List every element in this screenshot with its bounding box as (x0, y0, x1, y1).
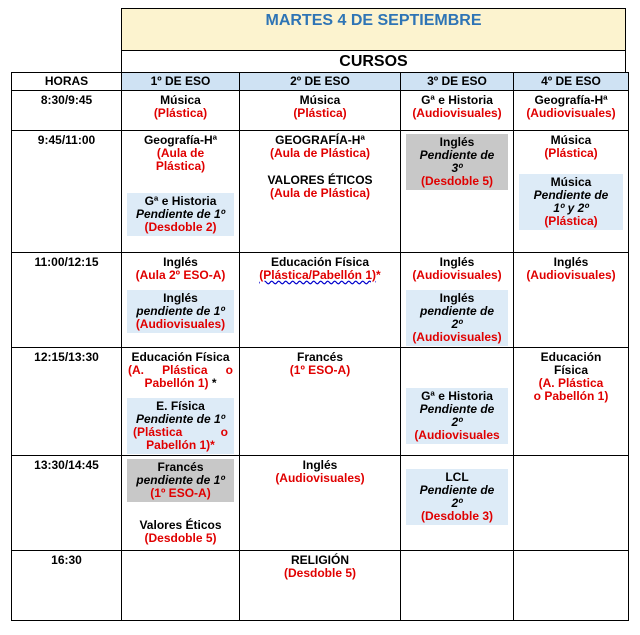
room: (Aula de Plástica) (269, 186, 371, 200)
room: (Aula de Plástica) (269, 146, 371, 160)
subject: Inglés (553, 255, 589, 269)
cell-3eso (401, 253, 514, 348)
cell-1eso (122, 348, 240, 456)
room: (Audiovisuales) (275, 471, 365, 485)
subject: Geografía-Hª (534, 93, 608, 107)
room: (Audiovisuales) (135, 317, 226, 331)
room-part: (A. (128, 363, 144, 377)
header-horas: HORAS (12, 73, 122, 91)
hour-cell: 16:30 (12, 551, 122, 621)
pending-label: pendiente de (419, 304, 494, 318)
subject: Francés (296, 350, 344, 364)
header-1-eso: 1º DE ESO (122, 73, 240, 91)
cursos-heading: CURSOS (121, 51, 626, 73)
room: (1º ESO-A) (150, 486, 211, 500)
table-row (12, 551, 629, 621)
pending-label: Pendiente de (419, 483, 495, 497)
page-title: MARTES 4 DE SEPTIEMBRE (121, 8, 626, 51)
subject: Valores Éticos (139, 518, 222, 532)
hour-cell: 8:30/9:45 (12, 91, 122, 131)
subject: Francés (157, 460, 204, 474)
room-part: Plástica (162, 363, 208, 377)
subject: Inglés (439, 255, 475, 269)
room: o Pabellón 1) (533, 389, 609, 403)
pending-label: 1º y 2º (553, 201, 589, 215)
header-row (12, 73, 629, 91)
subject: Educación (540, 350, 602, 364)
table-row (12, 456, 629, 551)
room: (Audiovisuales) (412, 268, 502, 282)
pending-box (406, 290, 508, 346)
pending-label: pendiente de 1º (136, 473, 225, 487)
cell-3eso (401, 91, 514, 131)
pending-label: 2º (451, 496, 463, 510)
hour-cell: 13:30/14:45 (12, 456, 122, 551)
pending-box (406, 134, 508, 190)
header-3-eso: 3º DE ESO (401, 73, 514, 91)
subject: RELIGIÓN (290, 553, 349, 567)
subject: Inglés (302, 458, 338, 472)
table-row (12, 131, 629, 253)
pending-box (127, 290, 234, 333)
pending-label: Pendiente de (533, 188, 609, 202)
cell-1eso (122, 253, 240, 348)
room: (Aula de (156, 146, 205, 160)
pending-label: 2º (451, 415, 463, 429)
cell-1eso (122, 91, 240, 131)
room (122, 377, 239, 390)
room: (Plástica) (153, 106, 208, 120)
pending-label: 2º (451, 317, 463, 331)
room: Plástica) (155, 159, 206, 173)
subject: E. Física (156, 399, 205, 413)
cell-4eso (514, 91, 629, 131)
cell-4eso (514, 253, 629, 348)
subject: Música (160, 93, 201, 107)
pending-label: Pendiente de (419, 148, 495, 162)
pending-box (406, 388, 508, 444)
room-text: Pabellón 1) (146, 438, 211, 452)
subject: VALORES ÉTICOS (267, 173, 373, 187)
subject: Música (550, 175, 592, 189)
schedule-table (11, 72, 629, 621)
cell-2eso (240, 253, 401, 348)
subject: Inglés (163, 291, 198, 305)
cell-3eso (401, 131, 514, 253)
subject: Música (550, 133, 592, 147)
room: (Audiovisuales) (526, 268, 616, 282)
room: (Desdoble 5) (144, 531, 217, 545)
room: (Audiovisuales) (412, 330, 502, 344)
table-row (12, 91, 629, 131)
subject: Inglés (439, 291, 475, 305)
cell-4eso (514, 131, 629, 253)
asterisk: * (210, 438, 215, 452)
subject: GEOGRAFÍA-Hª (275, 133, 365, 147)
hour-cell: 11:00/12:15 (12, 253, 122, 348)
room: (Desdoble 3) (420, 509, 493, 523)
room: (Desdoble 2) (144, 220, 217, 234)
pending-box (127, 398, 234, 454)
room-text: Pabellón 1) (144, 376, 209, 390)
cell-1eso (122, 456, 240, 551)
pending-label: Pendiente de 1º (135, 207, 226, 221)
cell-4eso (514, 551, 629, 621)
room: (Desdoble 5) (420, 174, 493, 188)
subject: Física (553, 363, 589, 377)
room: (Aula 2º ESO-A) (135, 268, 226, 282)
cell-3eso (401, 456, 514, 551)
pending-box (406, 469, 508, 525)
cell-2eso (240, 456, 401, 551)
subject: Educación Física (270, 255, 370, 269)
hour-cell: 12:15/13:30 (12, 348, 122, 456)
room-text: (Plástica/Pabellón 1) (259, 268, 377, 282)
subject: Gª e Historia (421, 389, 493, 403)
pending-box (519, 174, 623, 230)
pending-label: 3º (451, 161, 463, 175)
subject: Inglés (163, 255, 198, 269)
room-part: o (220, 425, 228, 439)
header-2-eso: 2º DE ESO (240, 73, 401, 91)
table-row (12, 253, 629, 348)
room: (1º ESO-A) (289, 363, 351, 377)
asterisk: * (376, 268, 381, 282)
cell-4eso (514, 456, 629, 551)
room: (Audiovisuales) (412, 106, 502, 120)
cell-1eso (122, 551, 240, 621)
room: (A. Plástica (538, 376, 604, 390)
asterisk: * (208, 376, 217, 390)
pending-label: Pendiente de (419, 402, 495, 416)
room-part: (Plástica (133, 425, 183, 439)
cell-3eso (401, 348, 514, 456)
cell-2eso (240, 348, 401, 456)
cell-2eso (240, 91, 401, 131)
room-part: o (225, 363, 233, 377)
room: (Audiovisuales) (526, 106, 616, 120)
subject: Música (299, 93, 341, 107)
cell-4eso (514, 348, 629, 456)
table-row (12, 348, 629, 456)
room: (Audiovisuales (414, 428, 500, 442)
hour-cell: 9:45/11:00 (12, 131, 122, 253)
room: (Desdoble 5) (283, 566, 356, 580)
header-4-eso: 4º DE ESO (514, 73, 629, 91)
pending-box (127, 193, 234, 236)
subject: LCL (445, 470, 469, 484)
subject: Gª e Historia (144, 194, 217, 208)
room: (Plástica) (544, 214, 598, 228)
room: (Plástica) (293, 106, 347, 120)
cell-3eso (401, 551, 514, 621)
subject: Gª e Historia (421, 93, 493, 107)
subject: Educación Física (131, 350, 230, 364)
room (240, 269, 400, 282)
cell-2eso (240, 551, 401, 621)
pending-label: Pendiente de 1º (135, 412, 226, 426)
pending-box (127, 459, 234, 502)
room (127, 439, 234, 452)
room: (Plástica) (544, 146, 598, 160)
pending-label: pendiente de 1º (136, 304, 225, 318)
subject: Geografía-Hª (143, 133, 218, 147)
cell-1eso (122, 131, 240, 253)
cell-2eso (240, 131, 401, 253)
subject: Inglés (439, 135, 475, 149)
